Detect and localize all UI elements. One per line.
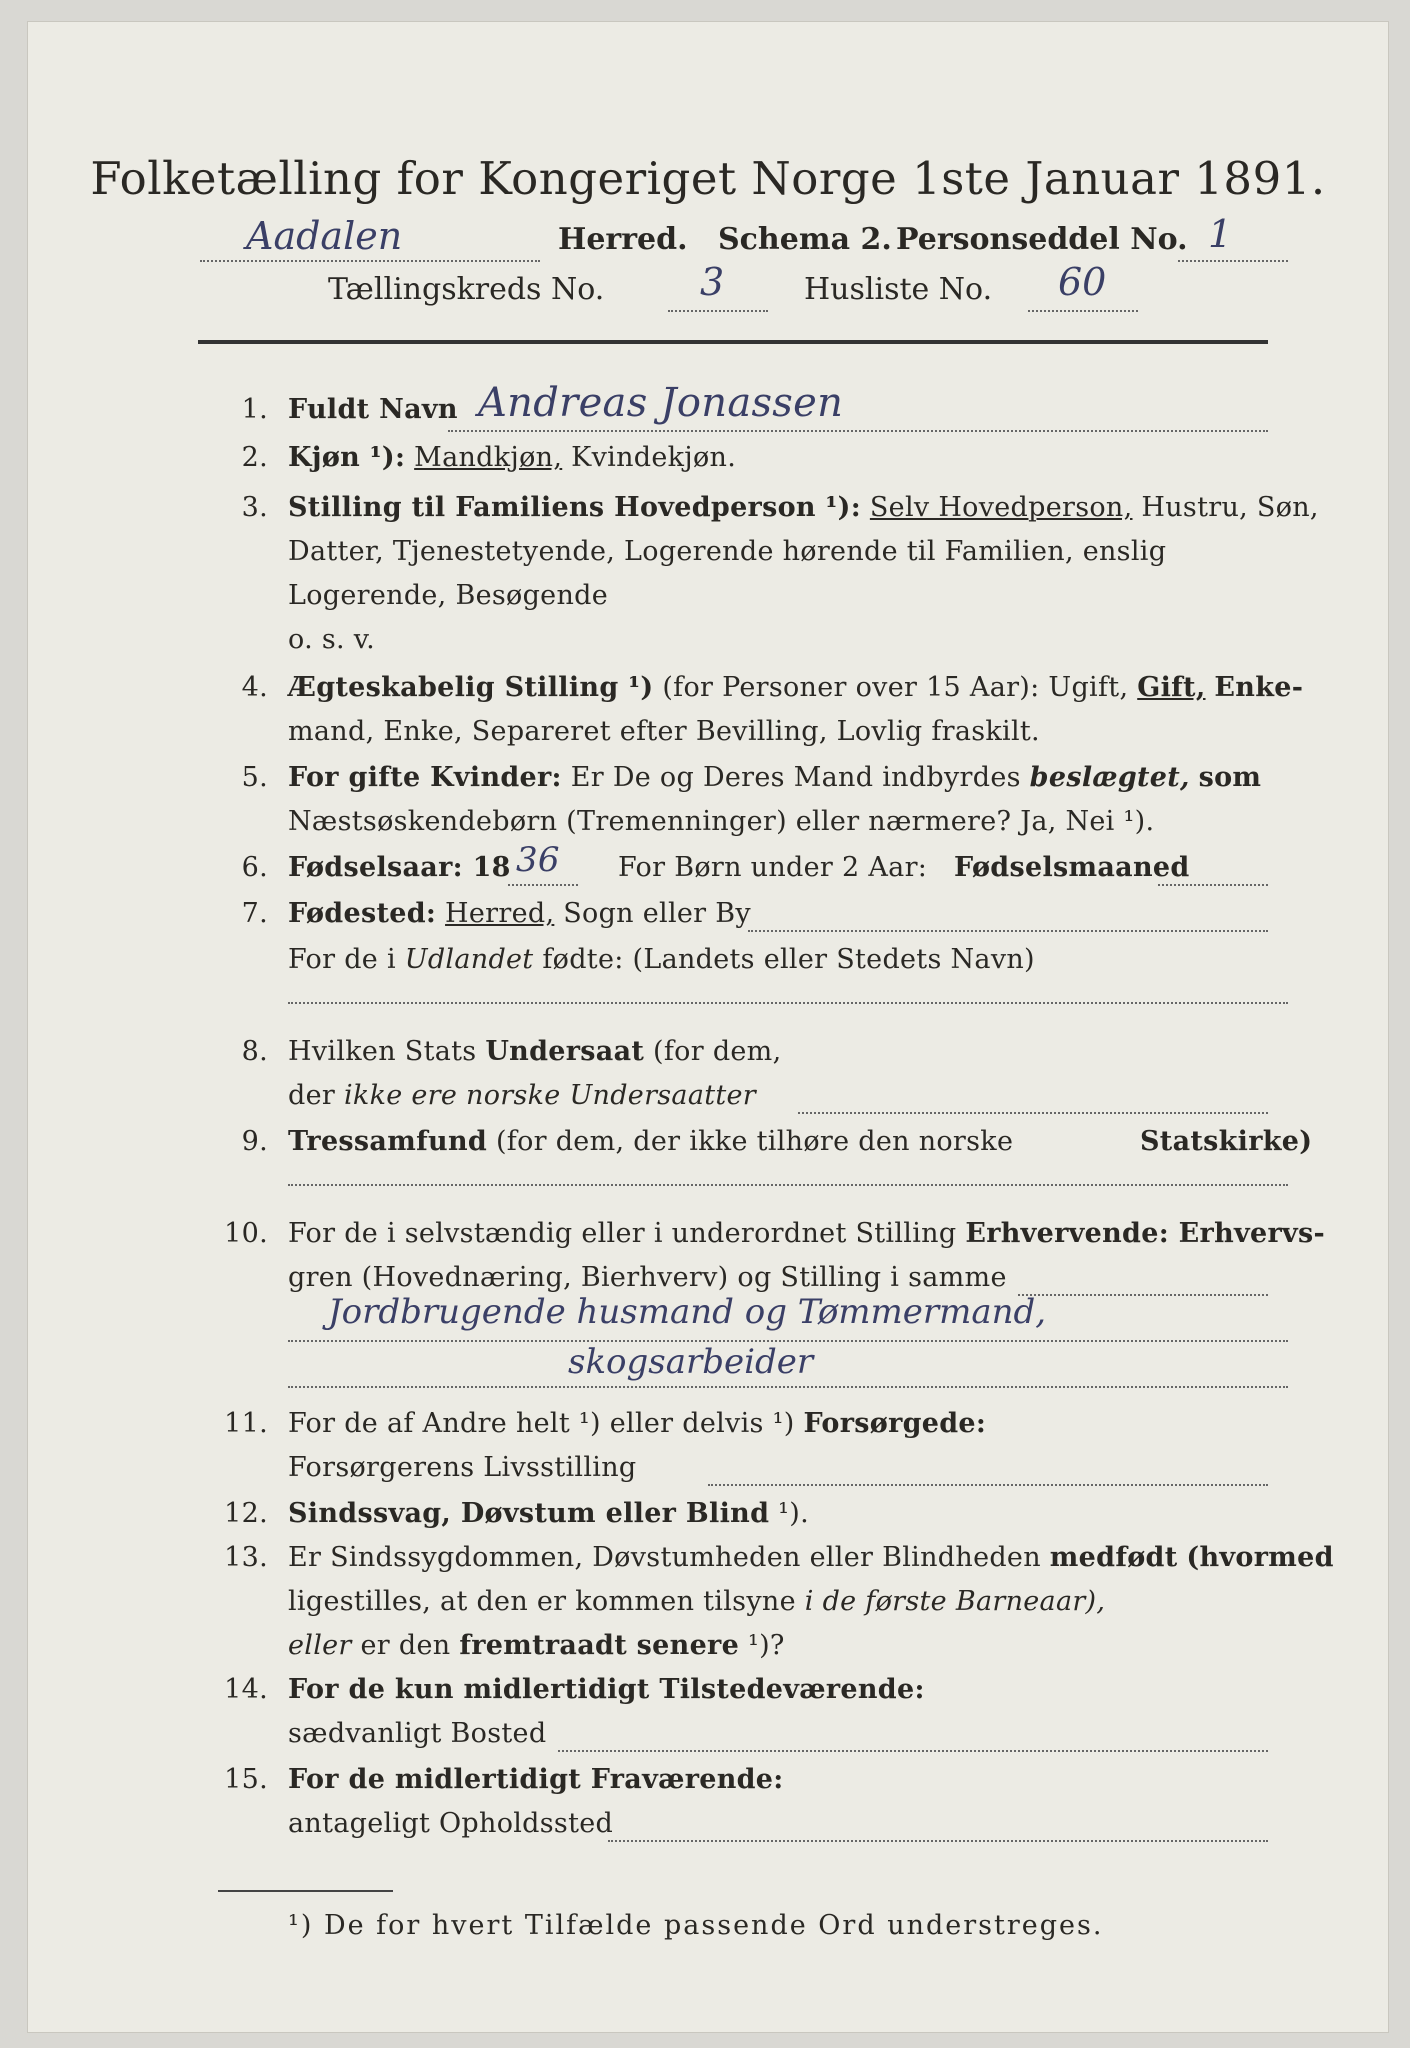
q1-number: 1. (241, 394, 268, 425)
personseddel-value: 1 (1208, 212, 1233, 256)
footnote: ¹) De for hvert Tilfælde passende Ord understreges. (288, 1910, 1104, 1941)
q9-blank-line (288, 1184, 1288, 1186)
q6-number: 6. (241, 852, 268, 883)
q7-rest: Sogn eller By (563, 898, 751, 929)
husliste-label: Husliste No. (804, 272, 993, 307)
q8-line2-italic: ikke ere norske Undersaatter (343, 1080, 757, 1111)
q5-label: For gifte Kvinder: (288, 762, 562, 793)
q10-line2-text: gren (Hovednæring, Bierhverv) og Stilling i samme (288, 1262, 1007, 1293)
q11-number: 11. (224, 1408, 268, 1439)
q7-line2-italic: Udlandet (404, 944, 534, 975)
q13-rest: (hvormed (1186, 1542, 1334, 1573)
kreds-label: Tællingskreds No. (328, 272, 605, 307)
q3-number: 3. (241, 492, 268, 523)
q13-line3-italic: eller (288, 1630, 352, 1661)
q5-italic: beslægtet, (1029, 762, 1190, 793)
q15-label: For de midlertidigt Fraværende: (288, 1764, 784, 1795)
q7-option-herred: Herred, (445, 898, 555, 929)
q10-text: For de i selvstændig eller i underordnet Stilling (288, 1218, 957, 1249)
q7-number: 7. (241, 898, 268, 929)
q14-number: 14. (224, 1674, 268, 1705)
q3-options-rest: Hustru, Søn, (1141, 492, 1319, 523)
q7-line2-a: For de i (288, 944, 396, 975)
q15-number: 15. (224, 1764, 268, 1795)
q2-number: 2. (241, 442, 268, 473)
q7-label: Fødested: (288, 898, 437, 929)
q4-option-gift: Gift, (1137, 672, 1206, 703)
q1-value: Andreas Jonassen (478, 380, 844, 426)
q13-line2-a: ligestilles, at den er kommen tilsyne (288, 1586, 796, 1617)
q6-value: 36 (516, 840, 560, 880)
q5-rest: som (1198, 762, 1262, 793)
q10-line-4 (288, 1386, 1288, 1388)
q6-text: For Børn under 2 Aar: (618, 852, 928, 883)
q10-value-1: Jordbrugende husmand og Tømmermand, (328, 1292, 1047, 1332)
kreds-value: 3 (700, 260, 725, 304)
q4-rest: Enke- (1214, 672, 1304, 703)
husliste-value: 60 (1058, 260, 1107, 304)
q2-label: Kjøn ¹): (288, 442, 406, 473)
q10-number: 10. (224, 1218, 268, 1249)
q9-label-2: Statskirke) (1140, 1126, 1313, 1157)
q13-label: medfødt (1049, 1542, 1178, 1573)
q12-rest: ¹). (778, 1498, 809, 1529)
q9-text: (for dem, der ikke tilhøre den norske (495, 1126, 1014, 1157)
q3-line4-text: o. s. v. (288, 624, 375, 655)
herred-value: Aadalen (246, 214, 403, 258)
header-kreds-line (28, 260, 1388, 330)
q13-number: 13. (224, 1542, 268, 1573)
q11-label: Forsørgede: (803, 1408, 987, 1439)
footnote-rule (218, 1890, 393, 1892)
q5-number: 5. (241, 762, 268, 793)
schema-label: Schema 2. (718, 222, 892, 257)
q3-line3-text: Logerende, Besøgende (288, 580, 608, 611)
q4-text: (for Personer over 15 Aar): Ugift, (662, 672, 1129, 703)
q7-blank-line (288, 1002, 1288, 1004)
q2-option-mandkjon: Mandkjøn, (414, 442, 563, 473)
q8-text: Hvilken Stats (288, 1036, 477, 1067)
q4-label: Ægteskabelig Stilling ¹) (288, 672, 654, 703)
personseddel-label: Personseddel No. (896, 222, 1188, 257)
q11-line2-text: Forsørgerens Livsstilling (288, 1452, 637, 1483)
q10-label: Erhvervende: Erhvervs- (965, 1218, 1325, 1249)
q5-line2-text: Næstsøskendebørn (Tremenninger) eller nærmere? Ja, Nei ¹). (288, 806, 1155, 837)
q14-label: For de kun midlertidigt Tilstedeværende: (288, 1674, 925, 1705)
q8-label: Undersaat (485, 1036, 645, 1067)
q8-line2-a: der (288, 1080, 336, 1111)
q3-line2-text: Datter, Tjenestetyende, Logerende hørende til Familien, enslig (288, 536, 1167, 567)
q11-text: For de af Andre helt ¹) eller delvis ¹) (288, 1408, 795, 1439)
q13-line3-a: er den (360, 1630, 451, 1661)
q5-text: Er De og Deres Mand indbyrdes (570, 762, 1021, 793)
q14-line2-text: sædvanligt Bosted (288, 1718, 547, 1749)
q6-label: Fødselsaar: 18 (288, 852, 511, 883)
q6-label-2: Fødselsmaaned (954, 852, 1190, 883)
q7-line2-b: fødte: (Landets eller Stedets Navn) (542, 944, 1035, 975)
page-title: Folketælling for Kongeriget Norge 1ste Januar 1891. (90, 152, 1326, 205)
q9-label: Tressamfund (288, 1126, 488, 1157)
q2-option-kvindekjon: Kvindekjøn. (571, 442, 737, 473)
q10-value-2: skogsarbeider (568, 1342, 814, 1382)
herred-label: Herred. (558, 222, 688, 257)
q13-line3-c: ¹)? (747, 1630, 785, 1661)
q4-line2-text: mand, Enke, Separeret efter Bevilling, Lovlig fraskilt. (288, 716, 1040, 747)
q3-option-selv: Selv Hovedperson, (869, 492, 1133, 523)
q13-line2-italic: i de første Barneaar), (804, 1586, 1106, 1617)
q13-text: Er Sindssygdommen, Døvstumheden eller Blindheden (288, 1542, 1041, 1573)
q13-line3-bold: fremtraadt senere (459, 1630, 740, 1661)
q12-label: Sindssvag, Døvstum eller Blind (288, 1498, 770, 1529)
q8-rest: (for dem, (653, 1036, 782, 1067)
header-rule (198, 340, 1268, 344)
census-form (28, 22, 1388, 2032)
q4-number: 4. (241, 672, 268, 703)
q9-number: 9. (241, 1126, 268, 1157)
q12-number: 12. (224, 1498, 268, 1529)
q15-line2-text: antageligt Opholdssted (288, 1808, 614, 1839)
q8-number: 8. (241, 1036, 268, 1067)
q1-label: Fuldt Navn (288, 394, 458, 425)
q3-label: Stilling til Familiens Hovedperson ¹): (288, 492, 861, 523)
